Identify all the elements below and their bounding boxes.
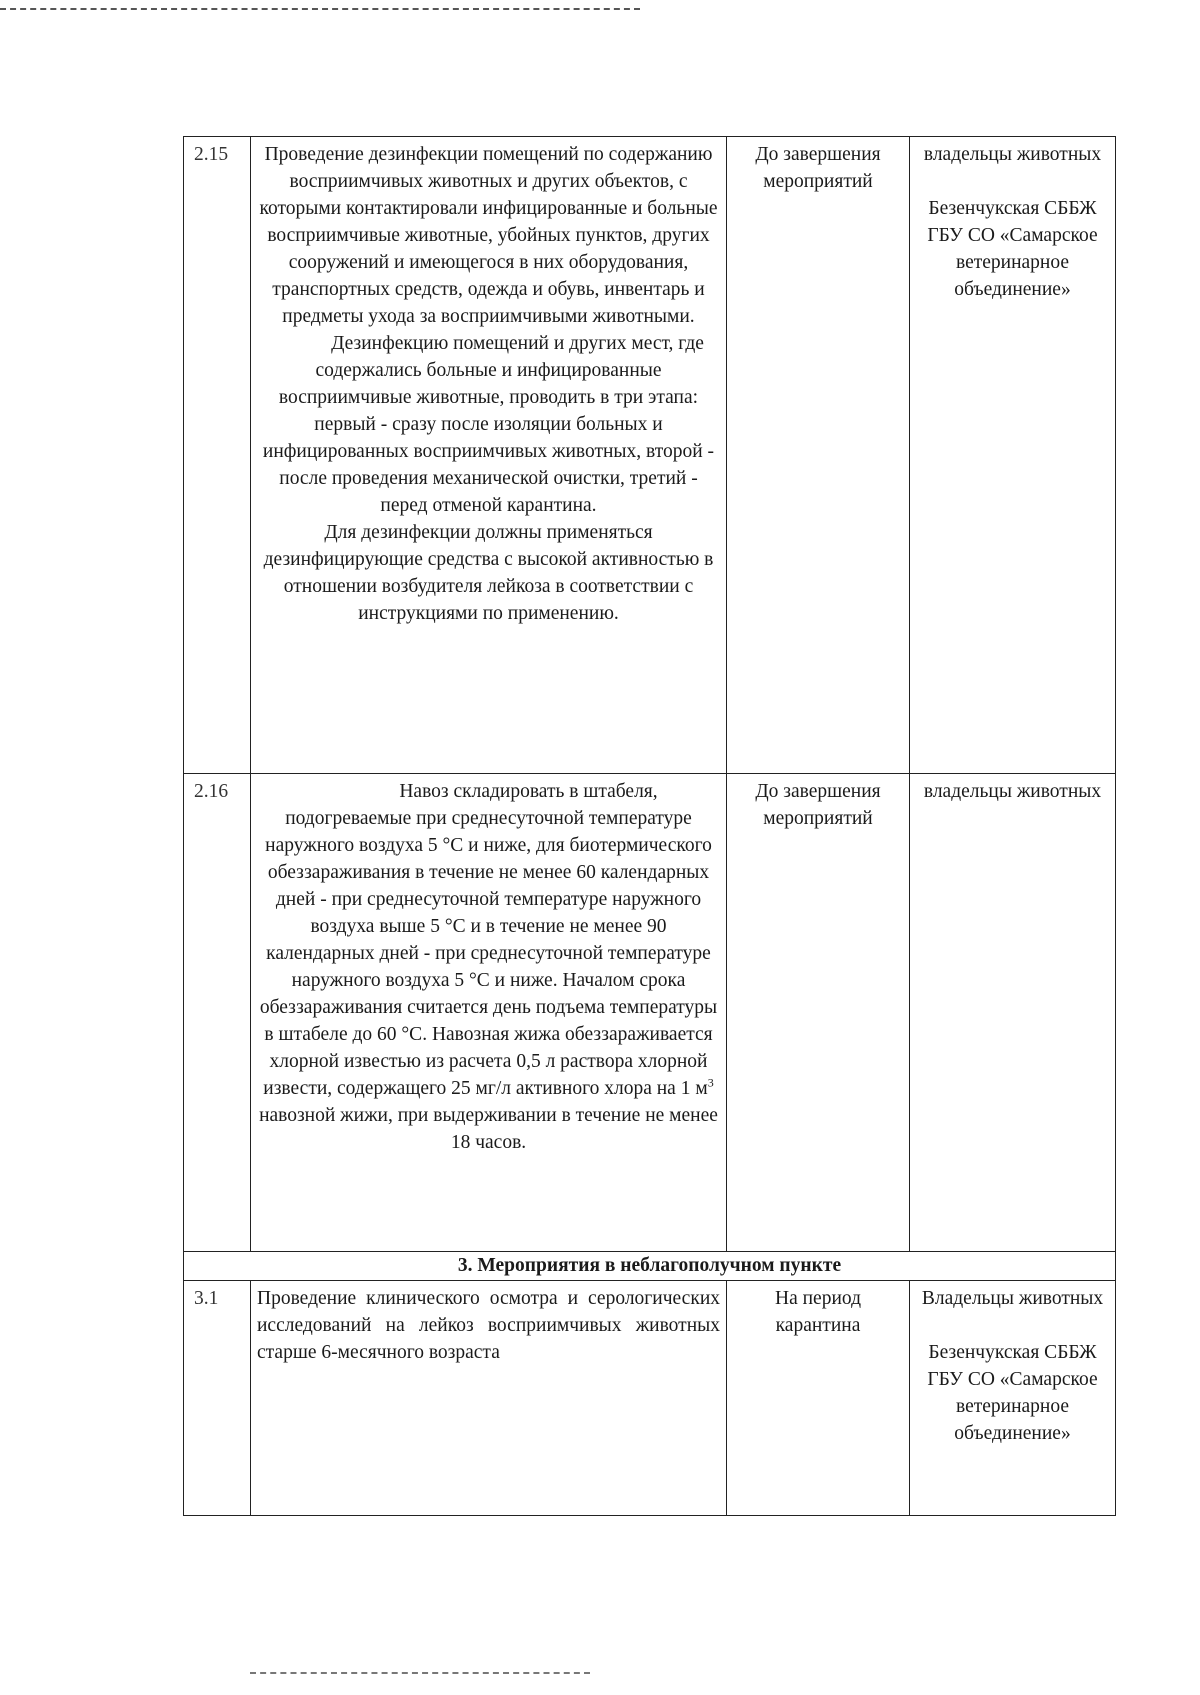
responsible-cell — [910, 774, 1116, 1252]
measure-description — [251, 137, 727, 774]
measures-table — [183, 136, 1116, 1516]
responsible-owners: владельцы животных — [923, 781, 1102, 802]
deadline-cell: На период карантина — [727, 1281, 910, 1516]
measure-text-tail: навозной жижи, при выдерживании в течение не менее 18 часов. — [259, 1105, 718, 1153]
row-number: 2.16 — [184, 774, 251, 1252]
measure-paragraph: Проведение дезинфекции помещений по содержанию восприимчивых животных и других объектов, с которыми контактировали инфицированные и больные восприимчивые животные, убойных пунктов, других сооружений и имеющегося в них оборудования, транспортных средств, одежда и обувь, инвентарь и предметы ухода за восприимчивыми животными. — [259, 144, 718, 327]
scan-edge-dashes-top — [0, 8, 640, 10]
deadline-cell: До завершения мероприятий — [727, 774, 910, 1252]
responsible-cell — [910, 137, 1116, 774]
superscript-3: 3 — [707, 1075, 714, 1090]
measure-text: Навоз складировать в штабеля, подогреваемые при среднесуточной температуре наружного воздуха 5 °С и ниже, для биотермического обеззараживания в течение не менее 60 календарных дней - при среднесуточной температуре наружного воздуха выше 5 °С и в течение не менее 90 календарных дней - при среднесуточной температуре наружного воздуха 5 °С и ниже. Началом срока обеззараживания считается день подъема температуры в штабеле до 60 °С. Навозная жижа обеззараживается хлорной известью из расчета 0,5 л раствора хлорной извести, содержащего 25 мг/л активного хлора на 1 м — [259, 781, 718, 1099]
measure-paragraph: Дезинфекцию помещений и других мест, где содержались больные и инфицированные восприимчивые животные, проводить в три этапа: первый - сразу после изоляции больных и инфицированных восприимчивых животных, второй - после проведения механической очистки, третий - перед отменой карантина. — [262, 333, 715, 516]
section-header-row — [184, 1252, 1116, 1281]
measure-description: Проведение клинического осмотра и серологических исследований на лейкоз восприимчивых животных старше 6-месячного возраста — [251, 1281, 727, 1516]
measure-paragraph: Для дезинфекции должны применяться дезинфицирующие средства с высокой активностью в отношении возбудителя лейкоза в соответствии с инструкциями по применению. — [263, 522, 714, 624]
responsible-owners: Владельцы животных — [921, 1288, 1104, 1309]
responsible-vet-station: Безенчукская СББЖ ГБУ СО «Самарское ветеринарное объединение» — [927, 1342, 1098, 1444]
responsible-cell — [910, 1281, 1116, 1516]
responsible-vet-station: Безенчукская СББЖ ГБУ СО «Самарское ветеринарное объединение» — [927, 198, 1098, 300]
deadline-cell: До завершения мероприятий — [727, 137, 910, 774]
section-title: 3. Мероприятия в неблагополучном пункте — [184, 1252, 1116, 1281]
table-row — [184, 774, 1116, 1252]
table-row — [184, 137, 1116, 774]
measure-paragraph — [257, 778, 720, 1156]
measure-description — [251, 774, 727, 1252]
responsible-owners: владельцы животных — [923, 144, 1102, 165]
scan-edge-dashes-bottom — [250, 1672, 590, 1674]
row-number: 2.15 — [184, 137, 251, 774]
table-row — [184, 1281, 1116, 1516]
row-number: 3.1 — [184, 1281, 251, 1516]
